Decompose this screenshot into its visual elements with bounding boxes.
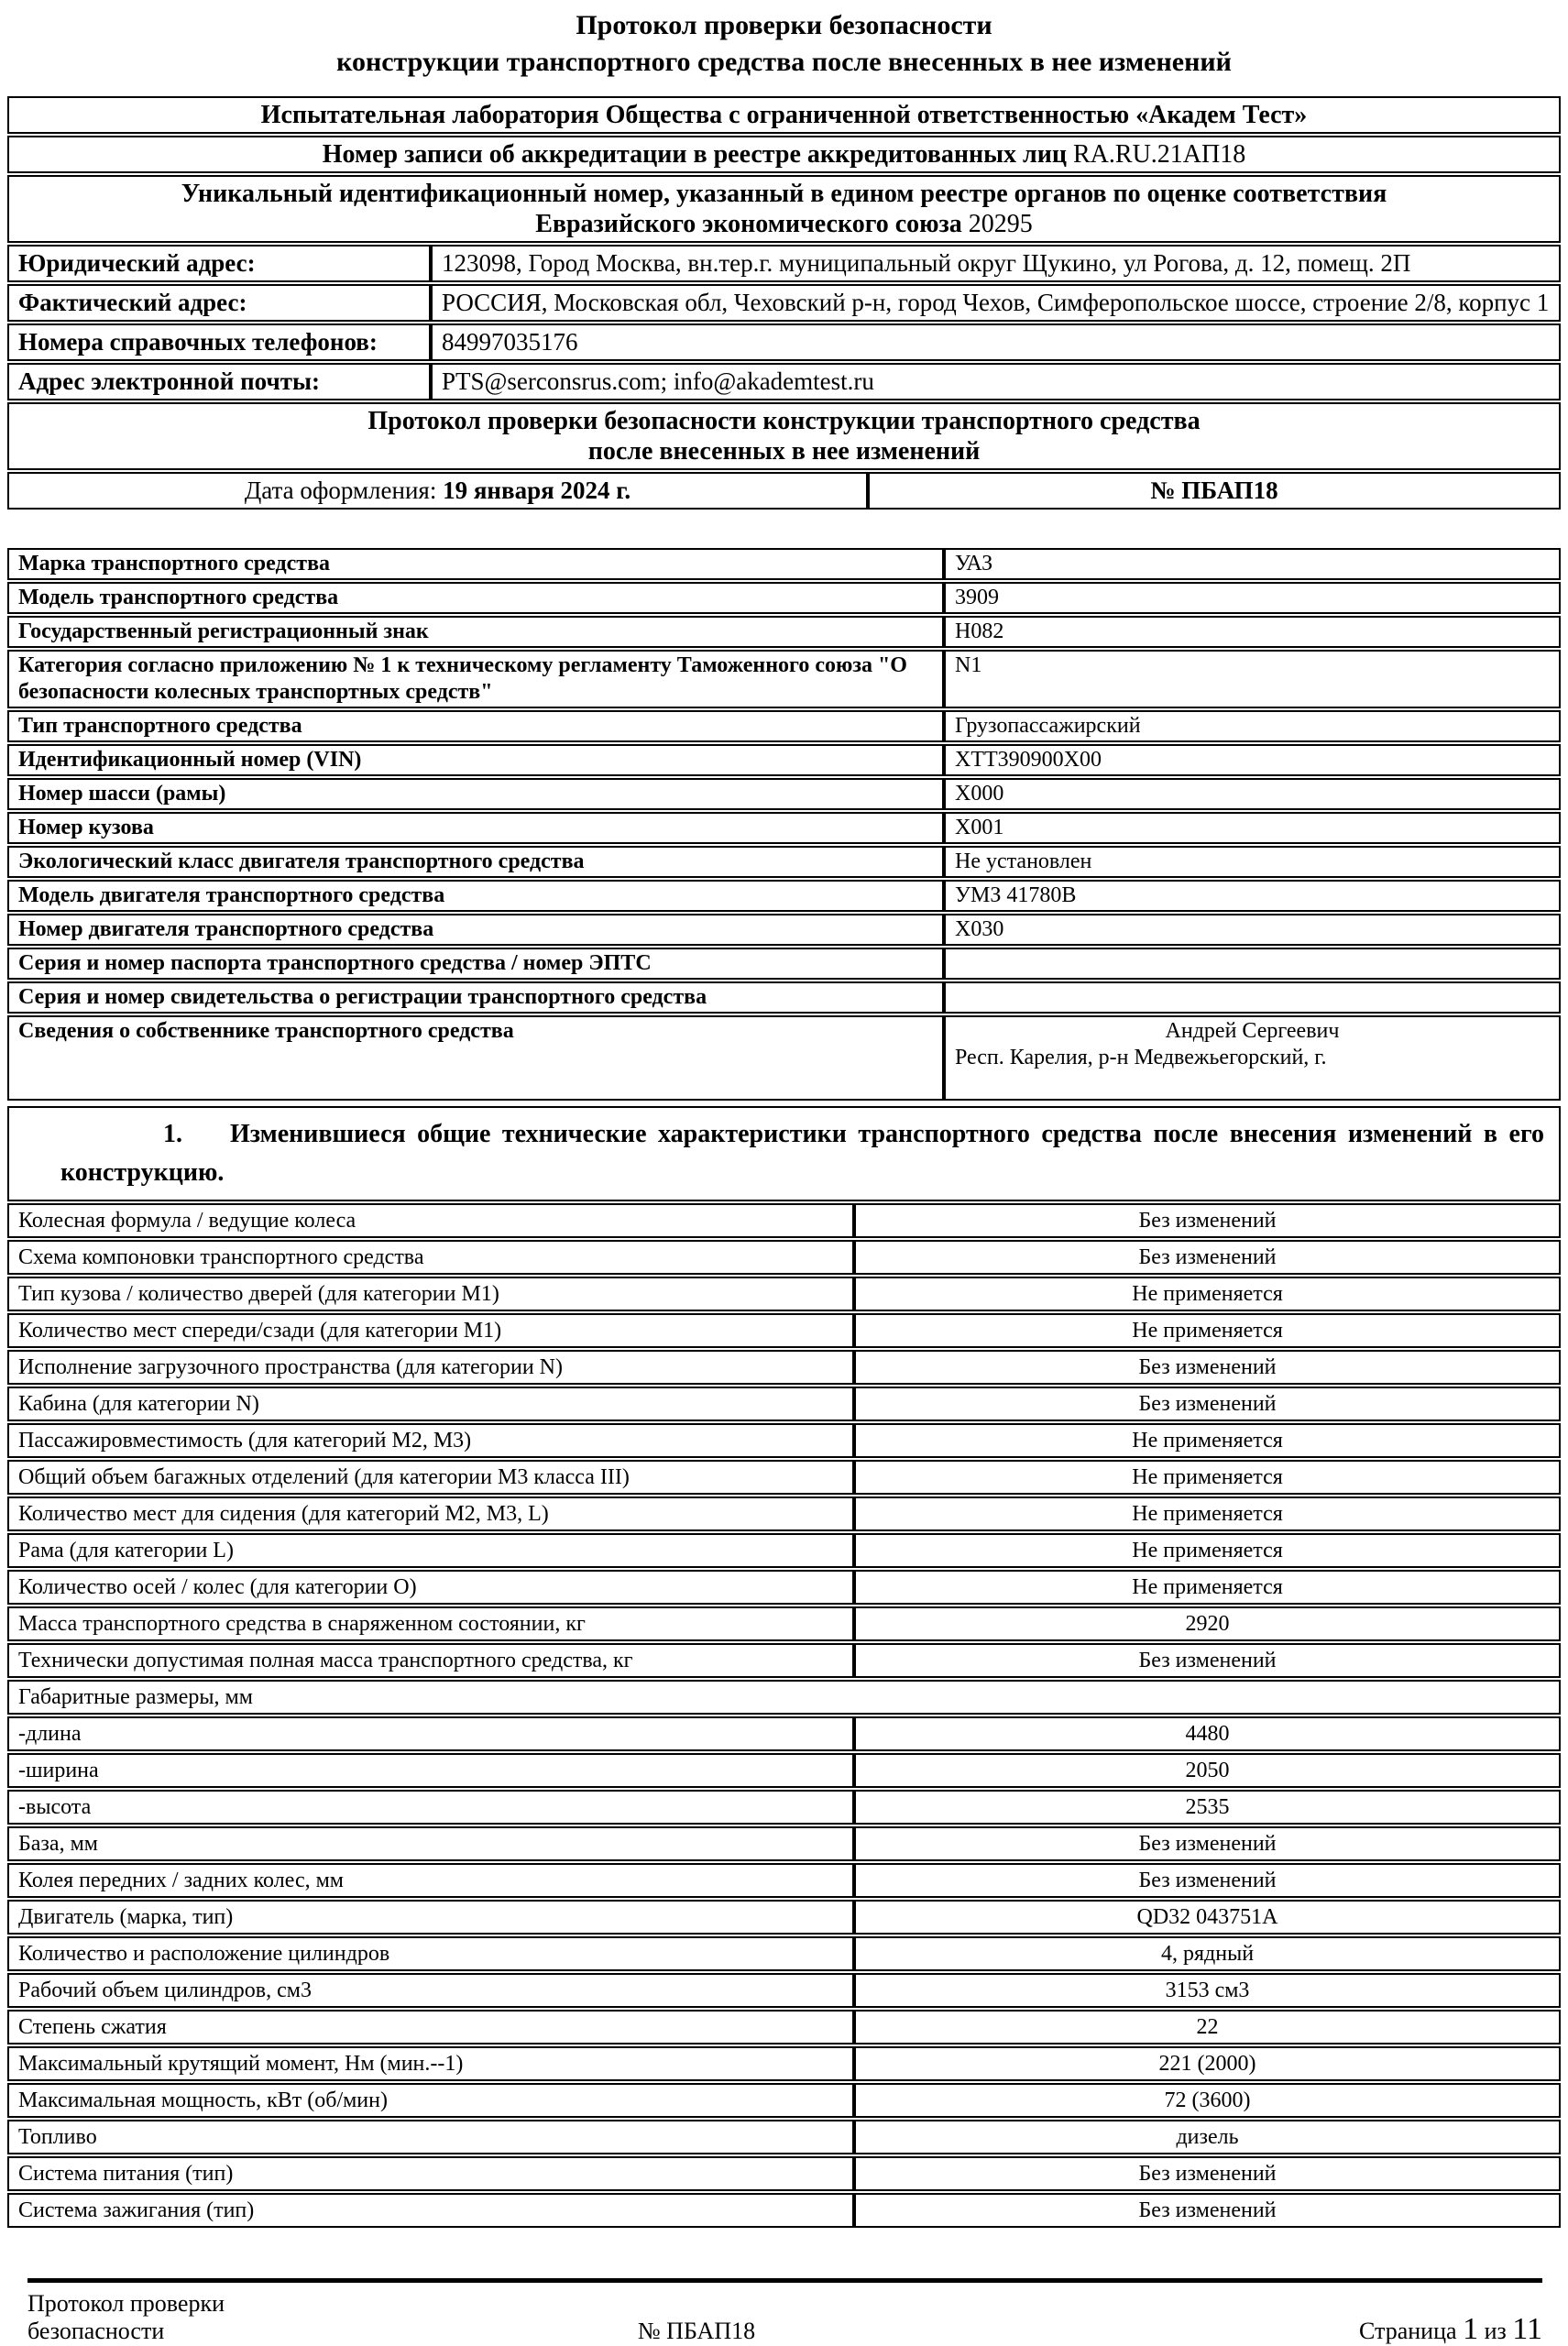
table-row xyxy=(7,1606,1561,1641)
row-label-cell: Технически допустимая полная масса транспортного средства, кг xyxy=(7,1643,854,1678)
table-row xyxy=(7,1570,1561,1605)
row-label-cell: Двигатель (марка, тип) xyxy=(7,1900,854,1935)
row-label-cell: Идентификационный номер (VIN) xyxy=(7,744,944,776)
row-value-cell: XTT390900X00 xyxy=(944,744,1561,776)
footer-doc-name-text: Протокол проверки безопасности xyxy=(27,2290,225,2344)
table-row xyxy=(7,472,1561,510)
row-label-cell: Модель двигателя транспортного средства xyxy=(7,880,944,912)
table-row xyxy=(7,914,1561,946)
row-value-cell: 221 (2000) xyxy=(854,2046,1561,2081)
row-value-cell: Без изменений xyxy=(854,1643,1561,1678)
section1-heading xyxy=(7,1106,1561,1201)
row-value-cell: X001 xyxy=(944,812,1561,844)
footer-divider xyxy=(27,2278,1542,2283)
row-label-cell: Система зажигания (тип) xyxy=(7,2193,854,2228)
row-label-cell: Кабина (для категории N) xyxy=(7,1387,854,1421)
table-row xyxy=(7,402,1561,470)
table-row xyxy=(7,1387,1561,1421)
row-label-cell: Модель транспортного средства xyxy=(7,582,944,614)
row-value-cell: Без изменений xyxy=(854,1387,1561,1421)
row-label-cell: Масса транспортного средства в снаряженном состоянии, кг xyxy=(7,1606,854,1641)
row-value-cell: X030 xyxy=(944,914,1561,946)
row-label-cell: Марка транспортного средства xyxy=(7,548,944,580)
table-row xyxy=(7,1790,1561,1825)
row-label-cell: Категория согласно приложению № 1 к техническому регламенту Таможенного союза "О безопасности колесных транспортных средств" xyxy=(7,650,944,708)
table-row xyxy=(7,616,1561,648)
table-row xyxy=(7,2120,1561,2154)
table-row xyxy=(7,323,1561,361)
row-value-cell: Не установлен xyxy=(944,846,1561,878)
table-row xyxy=(7,363,1561,400)
phones-label: Номера справочных телефонов: xyxy=(7,323,431,361)
unique-id-line2 xyxy=(18,209,1550,239)
actual-address-label: Фактический адрес: xyxy=(7,284,431,322)
section-heading-row xyxy=(7,1106,1561,1201)
section1-number: 1. xyxy=(163,1120,182,1148)
owner-label: Сведения о собственнике транспортного средства xyxy=(7,1015,944,1101)
table-row xyxy=(7,284,1561,322)
row-label-cell: Номер кузова xyxy=(7,812,944,844)
table-row xyxy=(7,1753,1561,1788)
row-value-cell: Без изменений xyxy=(854,1350,1561,1385)
table-row xyxy=(7,1460,1561,1495)
row-label-cell: Колея передних / задних колес, мм xyxy=(7,1863,854,1898)
footer-page-mid: из xyxy=(1478,2318,1513,2344)
row-value-cell: Без изменений xyxy=(854,1240,1561,1275)
row-label-cell: Общий объем багажных отделений (для категории M3 класса III) xyxy=(7,1460,854,1495)
page-title xyxy=(0,0,1568,81)
protocol-number-cell: № ПБАП18 xyxy=(868,472,1561,510)
protocol-title-cell xyxy=(7,402,1561,470)
legal-address-value: 123098, Город Москва, вн.тер.г. муниципальный округ Щукино, ул Рогова, д. 12, помещ. 2П xyxy=(431,245,1561,282)
unique-id-line1: Уникальный идентификационный номер, указанный в едином реестре органов по оценке соответствия xyxy=(181,180,1387,208)
row-label-cell: Количество мест для сидения (для категорий M2, M3, L) xyxy=(7,1496,854,1531)
row-label-cell: Номер двигателя транспортного средства xyxy=(7,914,944,946)
row-value-cell: Без изменений xyxy=(854,1826,1561,1861)
row-value-cell: Без изменений xyxy=(854,1203,1561,1238)
table-row xyxy=(7,548,1561,580)
row-label-cell: Исполнение загрузочного пространства (для категории N) xyxy=(7,1350,854,1385)
actual-address-value: РОССИЯ, Московская обл, Чеховский р-н, город Чехов, Симферопольское шоссе, строение 2/8, корпус 1 xyxy=(431,284,1561,322)
row-value-cell: Без изменений xyxy=(854,1863,1561,1898)
page-title-line1: Протокол проверки безопасности xyxy=(576,10,992,40)
unique-id-label: Евразийского экономического союза xyxy=(535,210,969,238)
table-row xyxy=(7,1900,1561,1935)
unique-id-cell xyxy=(7,175,1561,243)
row-label-cell: Тип кузова / количество дверей (для категории M1) xyxy=(7,1277,854,1311)
row-value-cell xyxy=(944,948,1561,980)
table-row xyxy=(7,1936,1561,1971)
row-value-cell: 3153 см3 xyxy=(854,1973,1561,2008)
row-label-cell: Экологический класс двигателя транспортного средства xyxy=(7,846,944,878)
accreditation-cell xyxy=(7,136,1561,173)
row-value-cell: X000 xyxy=(944,778,1561,810)
table-row xyxy=(7,1203,1561,1238)
owner-name: Андрей Сергеевич xyxy=(1165,1019,1340,1043)
row-label-cell: Максимальный крутящий момент, Нм (мин.--1) xyxy=(7,2046,854,2081)
legal-address-label: Юридический адрес: xyxy=(7,245,431,282)
row-value-cell: Не применяется xyxy=(854,1460,1561,1495)
row-value-cell: Не применяется xyxy=(854,1423,1561,1458)
table-row xyxy=(7,1826,1561,1861)
row-value-cell: УМЗ 41780В xyxy=(944,880,1561,912)
row-label-cell: Колесная формула / ведущие колеса xyxy=(7,1203,854,1238)
page-footer xyxy=(27,2290,1542,2345)
row-value-cell: Не применяется xyxy=(854,1533,1561,1568)
unique-id-number: 20295 xyxy=(968,210,1033,238)
table-row xyxy=(7,1423,1561,1458)
email-value: PTS@serconsrus.com; info@akademtest.ru xyxy=(431,363,1561,400)
table-row xyxy=(7,710,1561,742)
table-row xyxy=(7,2010,1561,2045)
table-row xyxy=(7,778,1561,810)
row-label-cell: Рабочий объем цилиндров, см3 xyxy=(7,1973,854,2008)
row-label-cell: Схема компоновки транспортного средства xyxy=(7,1240,854,1275)
row-label-cell: -высота xyxy=(7,1790,854,1825)
vehicle-info-table xyxy=(7,546,1561,1102)
row-label-cell: Максимальная мощность, кВт (об/мин) xyxy=(7,2083,854,2118)
date-cell xyxy=(7,472,868,510)
table-row xyxy=(7,1350,1561,1385)
row-label-cell: Серия и номер паспорта транспортного средства / номер ЭПТС xyxy=(7,948,944,980)
row-label-cell: Система питания (тип) xyxy=(7,2156,854,2191)
table-row xyxy=(7,1277,1561,1311)
protocol-title-line1: Протокол проверки безопасности конструкции транспортного средства xyxy=(367,407,1201,435)
row-label-cell: Габаритные размеры, мм xyxy=(7,1680,1561,1715)
date-label: Дата оформления: xyxy=(244,477,444,504)
page-title-line2: конструкции транспортного средства после внесенных в нее изменений xyxy=(336,47,1232,77)
table-row xyxy=(7,2156,1561,2191)
row-label-cell: Рама (для категории L) xyxy=(7,1533,854,1568)
protocol-title-line2: после внесенных в нее изменений xyxy=(587,437,981,466)
table-row xyxy=(7,1240,1561,1275)
footer-page-current: 1 xyxy=(1463,2312,1479,2346)
owner-blank-line xyxy=(955,1071,1550,1098)
table-row xyxy=(7,650,1561,708)
table-row xyxy=(7,1015,1561,1101)
table-row xyxy=(7,96,1561,134)
row-label-cell: Количество мест спереди/сзади (для категории M1) xyxy=(7,1313,854,1348)
row-value-cell: Не применяется xyxy=(854,1313,1561,1348)
row-value-cell: 3909 xyxy=(944,582,1561,614)
row-value-cell: Без изменений xyxy=(854,2193,1561,2228)
row-value-cell: Без изменений xyxy=(854,2156,1561,2191)
table-row xyxy=(7,880,1561,912)
table-row xyxy=(7,1313,1561,1348)
row-label-cell: База, мм xyxy=(7,1826,854,1861)
table-row xyxy=(7,1533,1561,1568)
table-row xyxy=(7,1680,1561,1715)
laboratory-info-table xyxy=(7,94,1561,511)
table-row xyxy=(7,1643,1561,1678)
date-value: 19 января 2024 г. xyxy=(443,477,631,504)
row-label-cell: Количество и расположение цилиндров xyxy=(7,1936,854,1971)
row-value-cell: N1 xyxy=(944,650,1561,708)
row-value-cell: Не применяется xyxy=(854,1496,1561,1531)
row-label-cell: Степень сжатия xyxy=(7,2010,854,2045)
email-label: Адрес электронной почты: xyxy=(7,363,431,400)
table-row xyxy=(7,744,1561,776)
row-value-cell xyxy=(944,981,1561,1014)
section1-text: Изменившиеся общие технические характеристики транспортного средства после внесения изменений в его конструкцию. xyxy=(60,1120,1544,1187)
footer-protocol-number: № ПБАП18 xyxy=(637,2318,756,2344)
row-label-cell: Номер шасси (рамы) xyxy=(7,778,944,810)
table-row xyxy=(7,981,1561,1014)
row-label-cell: -длина xyxy=(7,1716,854,1751)
row-value-cell: 72 (3600) xyxy=(854,2083,1561,2118)
row-value-cell: 2050 xyxy=(854,1753,1561,1788)
row-label-cell: Топливо xyxy=(7,2120,854,2154)
table-row xyxy=(7,175,1561,243)
footer-page-total: 11 xyxy=(1512,2312,1542,2346)
owner-address: Респ. Карелия, р-н Медвежьегорский, г. xyxy=(955,1046,1327,1069)
table-row xyxy=(7,245,1561,282)
footer-page-indicator xyxy=(953,2312,1542,2346)
changed-characteristics-table xyxy=(7,1104,1561,2230)
table-row xyxy=(7,1496,1561,1531)
row-label-cell: Государственный регистрационный знак xyxy=(7,616,944,648)
accreditation-label: Номер записи об аккредитации в реестре аккредитованных лиц xyxy=(322,140,1073,169)
row-value-cell: 4, рядный xyxy=(854,1936,1561,1971)
row-value-cell: Н082 xyxy=(944,616,1561,648)
footer-page-word: Страница xyxy=(1359,2318,1464,2344)
row-value-cell: Грузопассажирский xyxy=(944,710,1561,742)
table-row xyxy=(7,136,1561,173)
table-row xyxy=(7,1973,1561,2008)
lab-name-cell: Испытательная лаборатория Общества с ограниченной ответственностью «Академ Тест» xyxy=(7,96,1561,134)
row-label-cell: Серия и номер свидетельства о регистрации транспортного средства xyxy=(7,981,944,1014)
row-value-cell: QD32 043751A xyxy=(854,1900,1561,1935)
row-value-cell: Не применяется xyxy=(854,1277,1561,1311)
table-row xyxy=(7,2083,1561,2118)
table-row xyxy=(7,846,1561,878)
accreditation-number: RA.RU.21АП18 xyxy=(1073,140,1246,169)
table-row xyxy=(7,2046,1561,2081)
table-row xyxy=(7,948,1561,980)
row-value-cell: Не применяется xyxy=(854,1570,1561,1605)
row-label-cell: -ширина xyxy=(7,1753,854,1788)
row-value-cell: 2920 xyxy=(854,1606,1561,1641)
row-label-cell: Пассажировместимость (для категорий M2, M3) xyxy=(7,1423,854,1458)
row-value-cell: 4480 xyxy=(854,1716,1561,1751)
table-row xyxy=(7,812,1561,844)
table-row xyxy=(7,1716,1561,1751)
row-label-cell: Тип транспортного средства xyxy=(7,710,944,742)
phones-value: 84997035176 xyxy=(431,323,1561,361)
row-value-cell: УАЗ xyxy=(944,548,1561,580)
table-row xyxy=(7,2193,1561,2228)
table-row xyxy=(7,1863,1561,1898)
row-value-cell: 2535 xyxy=(854,1790,1561,1825)
row-value-cell: дизель xyxy=(854,2120,1561,2154)
owner-value-cell xyxy=(944,1015,1561,1101)
row-value-cell: 22 xyxy=(854,2010,1561,2045)
row-label-cell: Количество осей / колес (для категории O) xyxy=(7,1570,854,1605)
table-row xyxy=(7,582,1561,614)
footer-doc-name xyxy=(27,2290,440,2345)
